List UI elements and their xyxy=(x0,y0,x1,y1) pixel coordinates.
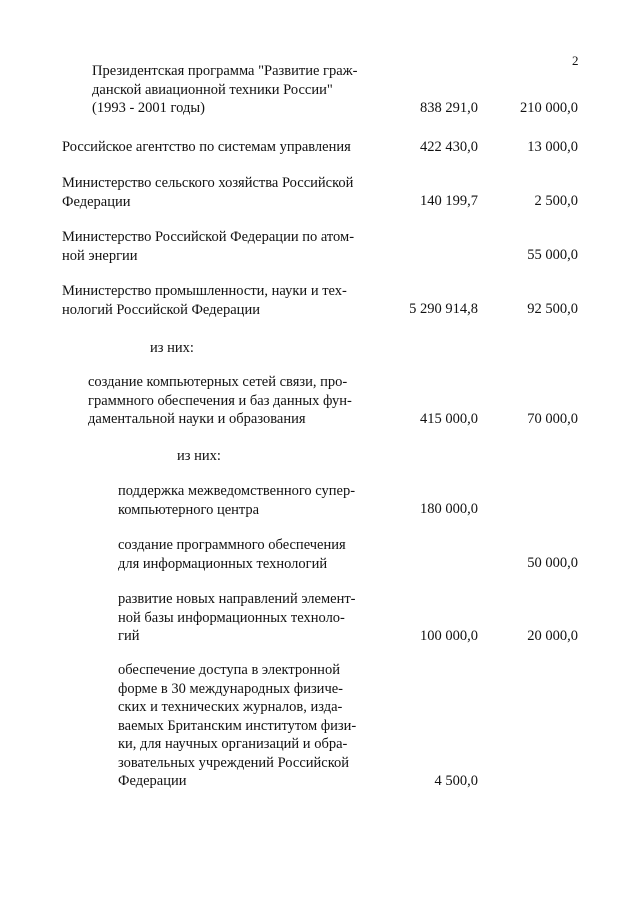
value-col1: 4 500,0 xyxy=(434,773,478,789)
value-col2: 70 000,0 xyxy=(527,411,578,427)
row-label: развитие новых направлений элемент- ной базы информационных техноло- гий xyxy=(118,591,356,644)
row-label: Российское агентство по системам управления xyxy=(62,139,351,155)
value-col1: 180 000,0 xyxy=(420,501,478,517)
row-label: создание программного обеспечения для информационных технологий xyxy=(118,537,346,572)
value-col1: 100 000,0 xyxy=(420,628,478,644)
value-col2: 20 000,0 xyxy=(527,628,578,644)
value-col1: 422 430,0 xyxy=(420,139,478,155)
row-label: Министерство сельского хозяйства Российской Федерации xyxy=(62,175,354,210)
page-number: 2 xyxy=(572,53,579,68)
value-col2: 55 000,0 xyxy=(527,247,578,263)
value-col2: 13 000,0 xyxy=(527,139,578,155)
row-label: поддержка межведомственного супер- компьютерного центра xyxy=(118,483,356,518)
value-col2: 92 500,0 xyxy=(527,301,578,317)
row-label: создание компьютерных сетей связи, про- граммного обеспечения и баз данных фун- даментальной науки и образования xyxy=(88,374,352,427)
row-label: Министерство Российской Федерации по атом- ной энергии xyxy=(62,229,355,264)
value-col2: 2 500,0 xyxy=(534,193,578,209)
value-col1: 5 290 914,8 xyxy=(409,301,478,317)
row-label: обеспечение доступа в электронной форме в 30 международных физиче- ских и технических журналов, изда- ваемых Британским институтом физи- ки, для научных организаций и обра- зовательных учреждений Российской Федерации xyxy=(118,662,357,789)
value-col1: 140 199,7 xyxy=(420,193,478,209)
value-col2: 50 000,0 xyxy=(527,555,578,571)
value-col1: 415 000,0 xyxy=(420,411,478,427)
value-col1: 838 291,0 xyxy=(420,100,478,116)
row-label: Министерство промышленности, науки и тех- нологий Российской Федерации xyxy=(62,283,347,318)
row-label: Президентская программа "Развитие граж- данской авиационной техники России" (1993 - 2001 годы) xyxy=(92,63,358,116)
subheading: из них: xyxy=(150,340,194,356)
subheading: из них: xyxy=(177,448,221,464)
value-col2: 210 000,0 xyxy=(520,100,578,116)
